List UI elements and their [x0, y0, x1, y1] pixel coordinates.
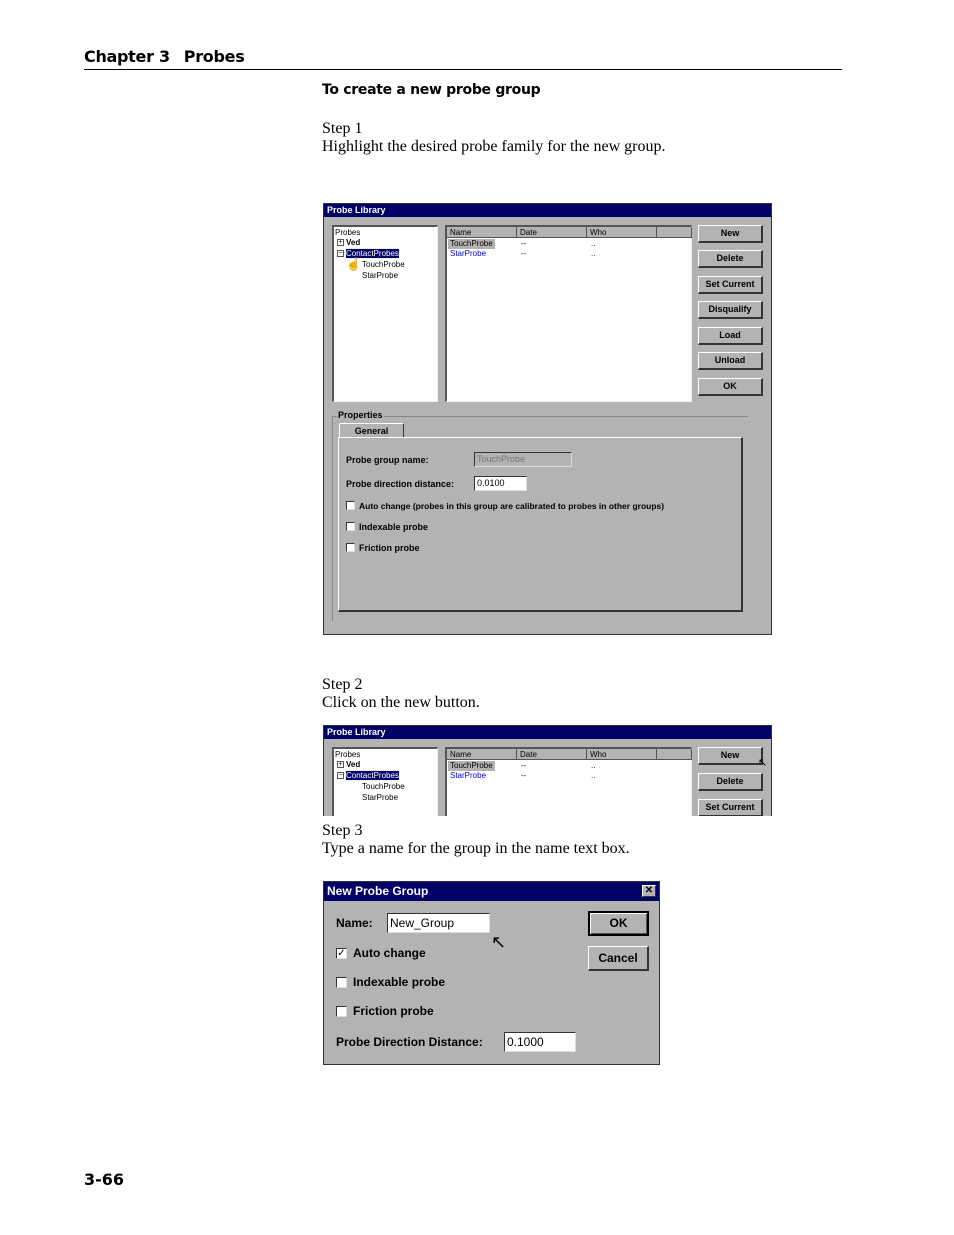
step-text: Type a name for the group in the name text box.: [322, 840, 630, 857]
step-label: Step 2: [322, 676, 363, 693]
column-header-date[interactable]: Date: [517, 227, 587, 238]
window-titlebar: Probe Library: [324, 204, 771, 217]
friction-probe-label: Friction probe: [359, 543, 420, 553]
step-text: Click on the new button.: [322, 694, 480, 711]
dialog-title: New Probe Group: [327, 884, 429, 898]
probe-library-window: [323, 203, 772, 635]
tree-item-touchprobe[interactable]: TouchProbe: [362, 782, 405, 791]
ok-button[interactable]: OK: [698, 378, 763, 396]
friction-probe-checkbox[interactable]: [346, 543, 355, 552]
auto-change-checkbox[interactable]: ✓: [337, 948, 346, 959]
direction-distance-field[interactable]: 0.0100: [474, 476, 527, 491]
step-1: [322, 120, 665, 156]
tree-item-starprobe[interactable]: StarProbe: [362, 793, 399, 802]
hand-cursor-icon: ☝: [346, 257, 361, 271]
chapter-number: Chapter 3: [84, 47, 170, 66]
new-button[interactable]: New: [698, 225, 763, 243]
probe-list[interactable]: Name Date Who TouchProbe -- .. StarProbe -- ..: [445, 747, 692, 816]
tree-item-ved[interactable]: + Ved: [338, 760, 361, 769]
name-input[interactable]: New_Group: [387, 913, 490, 933]
tree-item-contactprobes[interactable]: − ContactProbes: [338, 771, 399, 780]
collapse-icon[interactable]: −: [338, 772, 343, 780]
auto-change-label: Auto change (probes in this group are calibrated to probes in other groups): [359, 501, 665, 511]
properties-label: Properties: [338, 410, 383, 420]
tree-item-touchprobe[interactable]: TouchProbe: [362, 260, 405, 269]
set-current-button[interactable]: Set Current: [698, 276, 763, 294]
column-header-blank[interactable]: [657, 749, 692, 760]
tree-root: Probes: [335, 750, 361, 759]
tree-item-ved[interactable]: + Ved: [338, 238, 361, 247]
column-header-who[interactable]: Who: [587, 227, 657, 238]
ok-button[interactable]: OK: [588, 911, 649, 936]
probe-library-window-cropped: [323, 725, 772, 816]
column-header-name[interactable]: Name: [447, 749, 517, 760]
direction-distance-label: Probe direction distance:: [346, 479, 455, 489]
chapter-title: Probes: [183, 47, 245, 66]
load-button[interactable]: Load: [698, 327, 763, 345]
delete-button[interactable]: Delete: [698, 250, 763, 268]
auto-change-checkbox[interactable]: [346, 501, 355, 510]
step-2: [322, 676, 480, 712]
name-label: Name:: [336, 916, 373, 930]
new-button[interactable]: New: [698, 747, 763, 765]
tree-root: Probes: [335, 228, 361, 237]
step-label: Step 3: [322, 822, 363, 839]
expand-icon[interactable]: +: [338, 761, 343, 769]
close-icon[interactable]: ✕: [642, 885, 656, 897]
friction-probe-label: Friction probe: [353, 1004, 434, 1018]
direction-distance-input[interactable]: 0.1000: [504, 1032, 576, 1052]
section-title: To create a new probe group: [322, 82, 541, 98]
page-number: 3-66: [84, 1170, 125, 1189]
indexable-probe-checkbox[interactable]: [336, 977, 347, 988]
column-header-date[interactable]: Date: [517, 749, 587, 760]
step-label: Step 1: [322, 120, 363, 137]
tab-general[interactable]: General: [339, 423, 404, 438]
tree-item-starprobe[interactable]: StarProbe: [362, 271, 399, 280]
column-header-name[interactable]: Name: [447, 227, 517, 238]
direction-distance-label: Probe Direction Distance:: [336, 1035, 483, 1049]
new-probe-group-dialog: [323, 881, 660, 1065]
probe-list[interactable]: Name Date Who TouchProbe -- .. StarProbe -- ..: [445, 225, 692, 402]
tree-item-contactprobes[interactable]: − ContactProbes: [338, 249, 399, 258]
column-header-who[interactable]: Who: [587, 749, 657, 760]
arrow-cursor-icon: ↖: [491, 932, 507, 952]
collapse-icon[interactable]: −: [338, 250, 343, 258]
indexable-probe-label: Indexable probe: [353, 975, 446, 989]
dialog-titlebar: [324, 882, 659, 901]
disqualify-button[interactable]: Disqualify: [698, 301, 763, 319]
probe-tree[interactable]: [332, 225, 438, 402]
step-3: [322, 822, 630, 858]
group-name-label: Probe group name:: [346, 455, 429, 465]
cancel-button[interactable]: Cancel: [588, 946, 649, 971]
delete-button[interactable]: Delete: [698, 773, 763, 791]
set-current-button[interactable]: Set Current: [698, 799, 763, 816]
expand-icon[interactable]: +: [338, 239, 343, 247]
arrow-cursor-icon: ↖: [758, 757, 768, 769]
probe-tree[interactable]: [332, 747, 438, 816]
chapter-header: [84, 47, 842, 70]
unload-button[interactable]: Unload: [698, 352, 763, 370]
auto-change-label: Auto change: [353, 946, 426, 960]
indexable-probe-checkbox[interactable]: [346, 522, 355, 531]
column-header-blank[interactable]: [657, 227, 692, 238]
group-name-field[interactable]: TouchProbe: [474, 452, 572, 467]
step-text: Highlight the desired probe family for the new group.: [322, 138, 666, 155]
window-titlebar: Probe Library: [324, 726, 771, 739]
friction-probe-checkbox[interactable]: [336, 1006, 347, 1017]
indexable-probe-label: Indexable probe: [359, 522, 429, 532]
